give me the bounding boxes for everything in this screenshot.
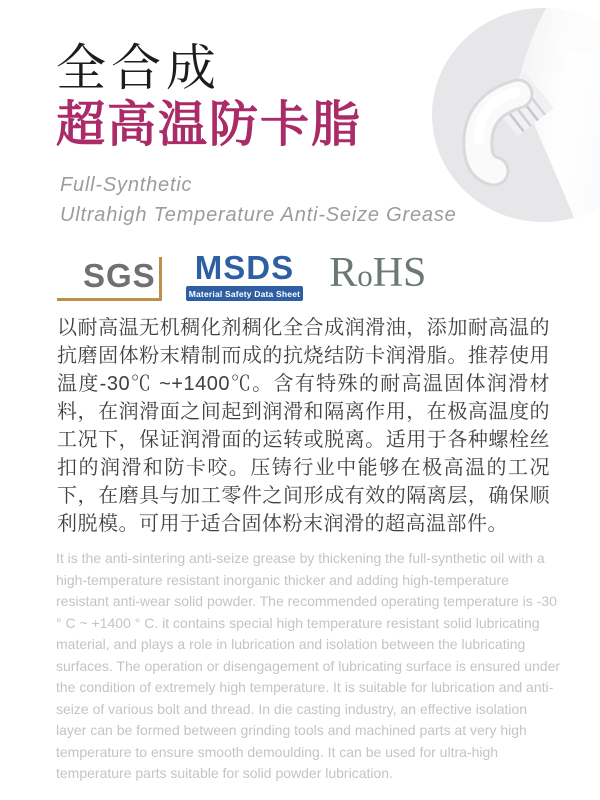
page-title-zh-line1: 全合成: [56, 40, 221, 96]
subtitle-line2: Ultrahigh Temperature Anti-Seize Grease: [60, 204, 457, 226]
certification-logos: [57, 250, 426, 301]
grease-tube-image: [432, 8, 600, 222]
msds-logo: [186, 249, 304, 301]
description-paragraph-zh: 以耐高温无机稠化剂稠化全合成润滑油，添加耐高温的抗磨固体粉末精制而成的抗烧结防卡润滑脂。推荐使用温度-30℃ ~+1400℃。含有特殊的耐高温固体润滑材料，在润滑面之间起到润滑和隔离作用，在极高温度的工况下，保证润滑面的运转或脱离。适用于各种螺栓丝扣的润滑和防卡咬。压铸行业中能够在极高温的工况下，在磨具与加工零件之间形成有效的隔离层，确保顺利脱模。可用于适合固体粉末润滑的超高温部件。: [57, 317, 550, 535]
rohs-letter-o: o: [357, 258, 373, 293]
page-title-zh-line2: 超高温防卡脂: [56, 98, 363, 152]
msds-logo-word: MSDS: [194, 249, 295, 286]
subtitle-line1: Full-Synthetic: [60, 174, 193, 196]
description-paragraph-en: It is the anti-sintering anti-seize grease by thickening the full-synthetic oil with a high-temperature resistant inorganic thicker and adding high-temperature resistant anti-wear solid powder. The recommended operating temperature is -30 ° C ~ +1400 ° C. it contains special high temperature resistant solid lubricating material, and plays a role in lubrication and isolation between the lubricating surfaces. The operation or disengagement of lubricating surface is ensured under the condition of extremely high temperature. It is suitable for lubrication and anti-seize of various bolt and thread. In die casting industry, an effective isolation layer can be formed between grinding tools and machined parts at very high temperature to ensure smooth demoulding. It can be used for ultra-high temperature parts suitable for solid powder lubrication.: [56, 550, 561, 781]
tube-nozzle: [478, 92, 518, 171]
rohs-letters-hs: HS: [372, 250, 427, 296]
rohs-logo: [329, 250, 426, 299]
msds-logo-sublabel: Material Safety Data Sheet: [186, 286, 304, 301]
sgs-logo: SGS: [57, 257, 162, 301]
page-subtitle-en: [60, 170, 457, 230]
rohs-letter-r: R: [329, 250, 358, 296]
hero-image-circle: [432, 8, 600, 222]
